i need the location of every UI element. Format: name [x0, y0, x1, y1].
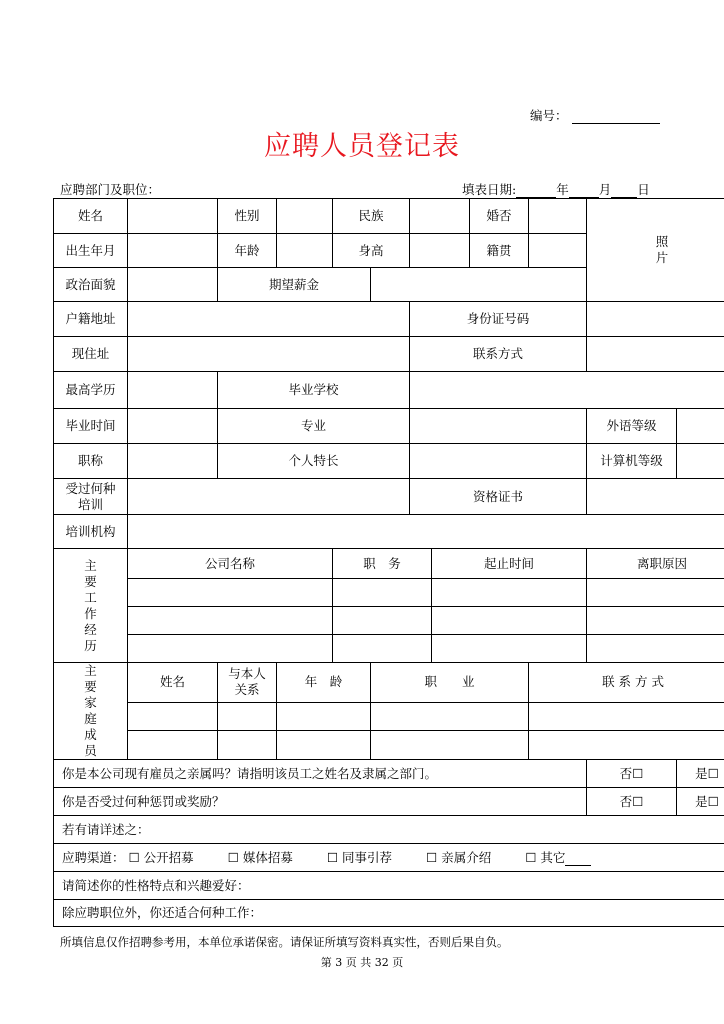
- table-row: [54, 731, 724, 760]
- education-label: 最高学历: [54, 372, 128, 409]
- work-period-cell[interactable]: [432, 635, 587, 663]
- gender-field[interactable]: [277, 199, 333, 234]
- contact-label: 联系方式: [410, 337, 587, 372]
- photo-label-1: 照: [655, 234, 669, 249]
- work-reason-header: 离职原因: [587, 549, 724, 579]
- table-row: [54, 479, 724, 515]
- work-period-cell[interactable]: [432, 579, 587, 607]
- salary-label: 期望薪金: [218, 268, 371, 302]
- family-side-char: 庭: [84, 711, 97, 726]
- channel-public-checkbox[interactable]: ☐ 公开招募: [128, 849, 194, 865]
- channel-colleague-checkbox[interactable]: ☐ 同事引荐: [326, 849, 393, 865]
- table-row: [54, 199, 724, 234]
- work-side-char: 经: [84, 621, 97, 637]
- id-number-label: 身份证号码: [410, 302, 587, 337]
- table-row: [54, 635, 724, 663]
- table-row: [54, 816, 724, 844]
- work-reason-cell[interactable]: [587, 635, 724, 663]
- channel-relative-checkbox[interactable]: ☐ 亲属介绍: [426, 849, 492, 865]
- work-side-char: 要: [84, 573, 97, 589]
- political-label: 政治面貌: [54, 268, 128, 302]
- channel-media-checkbox[interactable]: ☐ 媒体招募: [227, 849, 293, 865]
- ethnicity-field[interactable]: [410, 199, 470, 234]
- table-row: [54, 607, 724, 635]
- training-org-field[interactable]: [128, 515, 724, 549]
- family-side-char: 主: [84, 663, 97, 678]
- training-label: [54, 479, 128, 515]
- school-label: 毕业学校: [218, 372, 410, 409]
- foreign-lang-label: 外语等级: [587, 409, 677, 444]
- title-rank-label: 职称: [54, 444, 128, 479]
- birth-label: 出生年月: [54, 234, 128, 268]
- work-side-char: 主: [84, 557, 97, 573]
- work-position-cell[interactable]: [333, 607, 432, 635]
- work-company-header: 公司名称: [128, 549, 333, 579]
- page-number: 第 3 页 共 32 页: [320, 956, 404, 969]
- family-age-cell[interactable]: [277, 731, 371, 760]
- work-position-cell[interactable]: [333, 579, 432, 607]
- name-label: 姓名: [54, 199, 128, 234]
- certificate-field[interactable]: [587, 479, 724, 515]
- salary-field[interactable]: [371, 268, 587, 302]
- photo-box[interactable]: [587, 199, 724, 302]
- channel-label: 应聘渠道：: [62, 849, 125, 865]
- name-field[interactable]: [128, 199, 218, 234]
- table-row: [54, 788, 724, 816]
- training-label-1: 受过何种: [65, 480, 116, 496]
- table-row: [54, 702, 724, 731]
- gender-label: 性别: [218, 199, 277, 234]
- table-row: [54, 760, 724, 788]
- channel-row: [54, 844, 724, 872]
- work-company-cell[interactable]: [128, 607, 333, 635]
- specialty-field[interactable]: [410, 444, 587, 479]
- date-month-label: 月: [598, 182, 612, 197]
- hukou-label: 户籍地址: [54, 302, 128, 337]
- table-row: [54, 872, 724, 900]
- ethnicity-label: 民族: [333, 199, 410, 234]
- date-label: 填表日期:: [462, 182, 517, 197]
- work-period-header: 起止时间: [432, 549, 587, 579]
- work-company-cell[interactable]: [128, 579, 333, 607]
- serial-label: 编号：: [530, 108, 568, 123]
- family-relation-header: [218, 663, 277, 703]
- hukou-field[interactable]: [128, 302, 410, 337]
- computer-field[interactable]: [677, 444, 724, 479]
- personality-field[interactable]: 请简述你的性格特点和兴趣爱好：: [54, 872, 724, 900]
- native-place-label: 籍贯: [470, 234, 529, 268]
- school-field[interactable]: [410, 372, 724, 409]
- work-company-cell[interactable]: [128, 635, 333, 663]
- channel-other-checkbox[interactable]: ☐ 其它: [525, 849, 566, 865]
- training-field[interactable]: [128, 479, 410, 515]
- family-relation-cell[interactable]: [218, 702, 277, 731]
- table-row: [54, 409, 724, 444]
- id-number-field[interactable]: [587, 302, 724, 337]
- height-label: 身高: [333, 234, 410, 268]
- family-contact-header: 联 系 方 式: [529, 663, 724, 703]
- family-occupation-header: 职 业: [371, 663, 529, 703]
- footer-note: 所填信息仅作招聘参考用，本单位承诺保密。请保证所填写资料真实性，否则后果自负。: [60, 935, 509, 949]
- work-side-char: 工: [84, 589, 97, 605]
- work-period-cell[interactable]: [432, 607, 587, 635]
- registration-table: [53, 198, 724, 927]
- table-row: [54, 900, 724, 927]
- photo-label-2: 片: [655, 250, 669, 265]
- date-year-label: 年: [556, 182, 569, 197]
- work-side-char: 作: [84, 605, 97, 621]
- page-title: 应聘人员登记表: [264, 131, 460, 162]
- date-month-blank[interactable]: [569, 185, 599, 198]
- dept-position-label: 应聘部门及职位：: [60, 182, 161, 197]
- family-occupation-cell[interactable]: [371, 702, 529, 731]
- specialty-label: 个人特长: [218, 444, 410, 479]
- work-reason-cell[interactable]: [587, 607, 724, 635]
- native-place-field[interactable]: [529, 234, 587, 268]
- training-org-label: 培训机构: [54, 515, 128, 549]
- work-position-header: 职 务: [333, 549, 432, 579]
- table-row: [54, 337, 724, 372]
- work-reason-cell[interactable]: [587, 579, 724, 607]
- marital-field[interactable]: [529, 199, 587, 234]
- punish-no-checkbox[interactable]: 否☐: [587, 788, 677, 816]
- family-relation-1: 与本人: [228, 666, 266, 682]
- family-side-char: 成: [84, 727, 97, 742]
- table-row: [54, 549, 724, 579]
- channel-other-blank[interactable]: [565, 853, 591, 866]
- table-row: [54, 302, 724, 337]
- table-row: [54, 844, 724, 872]
- family-contact-cell[interactable]: [529, 702, 724, 731]
- family-name-header: 姓名: [128, 663, 218, 703]
- family-side-char: 员: [84, 743, 97, 758]
- punish-question: 你是否受过何种惩罚或奖励？: [54, 788, 587, 816]
- date-day-label: 日: [637, 182, 650, 197]
- table-row: [54, 515, 724, 549]
- family-age-cell[interactable]: [277, 702, 371, 731]
- table-row: [54, 579, 724, 607]
- education-field[interactable]: [128, 372, 218, 409]
- marital-label: 婚否: [470, 199, 529, 234]
- detail-field[interactable]: 若有请详述之：: [54, 816, 724, 844]
- table-row: [54, 444, 724, 479]
- work-position-cell[interactable]: [333, 635, 432, 663]
- fill-date: [462, 180, 650, 198]
- family-age-header: 年 龄: [277, 663, 371, 703]
- family-contact-cell[interactable]: [529, 731, 724, 760]
- date-year-blank[interactable]: [516, 185, 556, 198]
- computer-label: 计算机等级: [587, 444, 677, 479]
- serial-blank[interactable]: [572, 111, 660, 124]
- family-section-label: [54, 663, 128, 760]
- serial-number: [530, 106, 660, 124]
- family-side-char: 家: [84, 695, 97, 710]
- family-side-char: 要: [84, 679, 97, 694]
- family-relation-2: 关系: [234, 682, 260, 698]
- major-field[interactable]: [410, 409, 587, 444]
- current-addr-label: 现住址: [54, 337, 128, 372]
- training-label-2: 培训: [77, 496, 103, 512]
- age-label: 年龄: [218, 234, 277, 268]
- relative-no-checkbox[interactable]: 否☐: [587, 760, 677, 788]
- height-field[interactable]: [410, 234, 470, 268]
- title-rank-field[interactable]: [128, 444, 218, 479]
- table-row: [54, 372, 724, 409]
- date-day-blank[interactable]: [611, 185, 637, 198]
- contact-field[interactable]: [587, 337, 724, 372]
- family-name-cell[interactable]: [128, 731, 218, 760]
- grad-time-field[interactable]: [128, 409, 218, 444]
- grad-time-label: 毕业时间: [54, 409, 128, 444]
- other-job-field[interactable]: 除应聘职位外，你还适合何种工作：: [54, 900, 724, 927]
- current-addr-field[interactable]: [128, 337, 410, 372]
- relative-question: 你是本公司现有雇员之亲属吗？请指明该员工之姓名及隶属之部门。: [54, 760, 587, 788]
- family-relation-cell[interactable]: [218, 731, 277, 760]
- age-field[interactable]: [277, 234, 333, 268]
- work-section-label: [54, 549, 128, 663]
- relative-yes-checkbox[interactable]: 是☐: [677, 760, 724, 788]
- birth-field[interactable]: [128, 234, 218, 268]
- work-side-char: 历: [84, 637, 97, 653]
- political-field[interactable]: [128, 268, 218, 302]
- certificate-label: 资格证书: [410, 479, 587, 515]
- major-label: 专业: [218, 409, 410, 444]
- punish-yes-checkbox[interactable]: 是☐: [677, 788, 724, 816]
- table-row: [54, 663, 724, 703]
- family-name-cell[interactable]: [128, 702, 218, 731]
- foreign-lang-field[interactable]: [677, 409, 724, 444]
- family-occupation-cell[interactable]: [371, 731, 529, 760]
